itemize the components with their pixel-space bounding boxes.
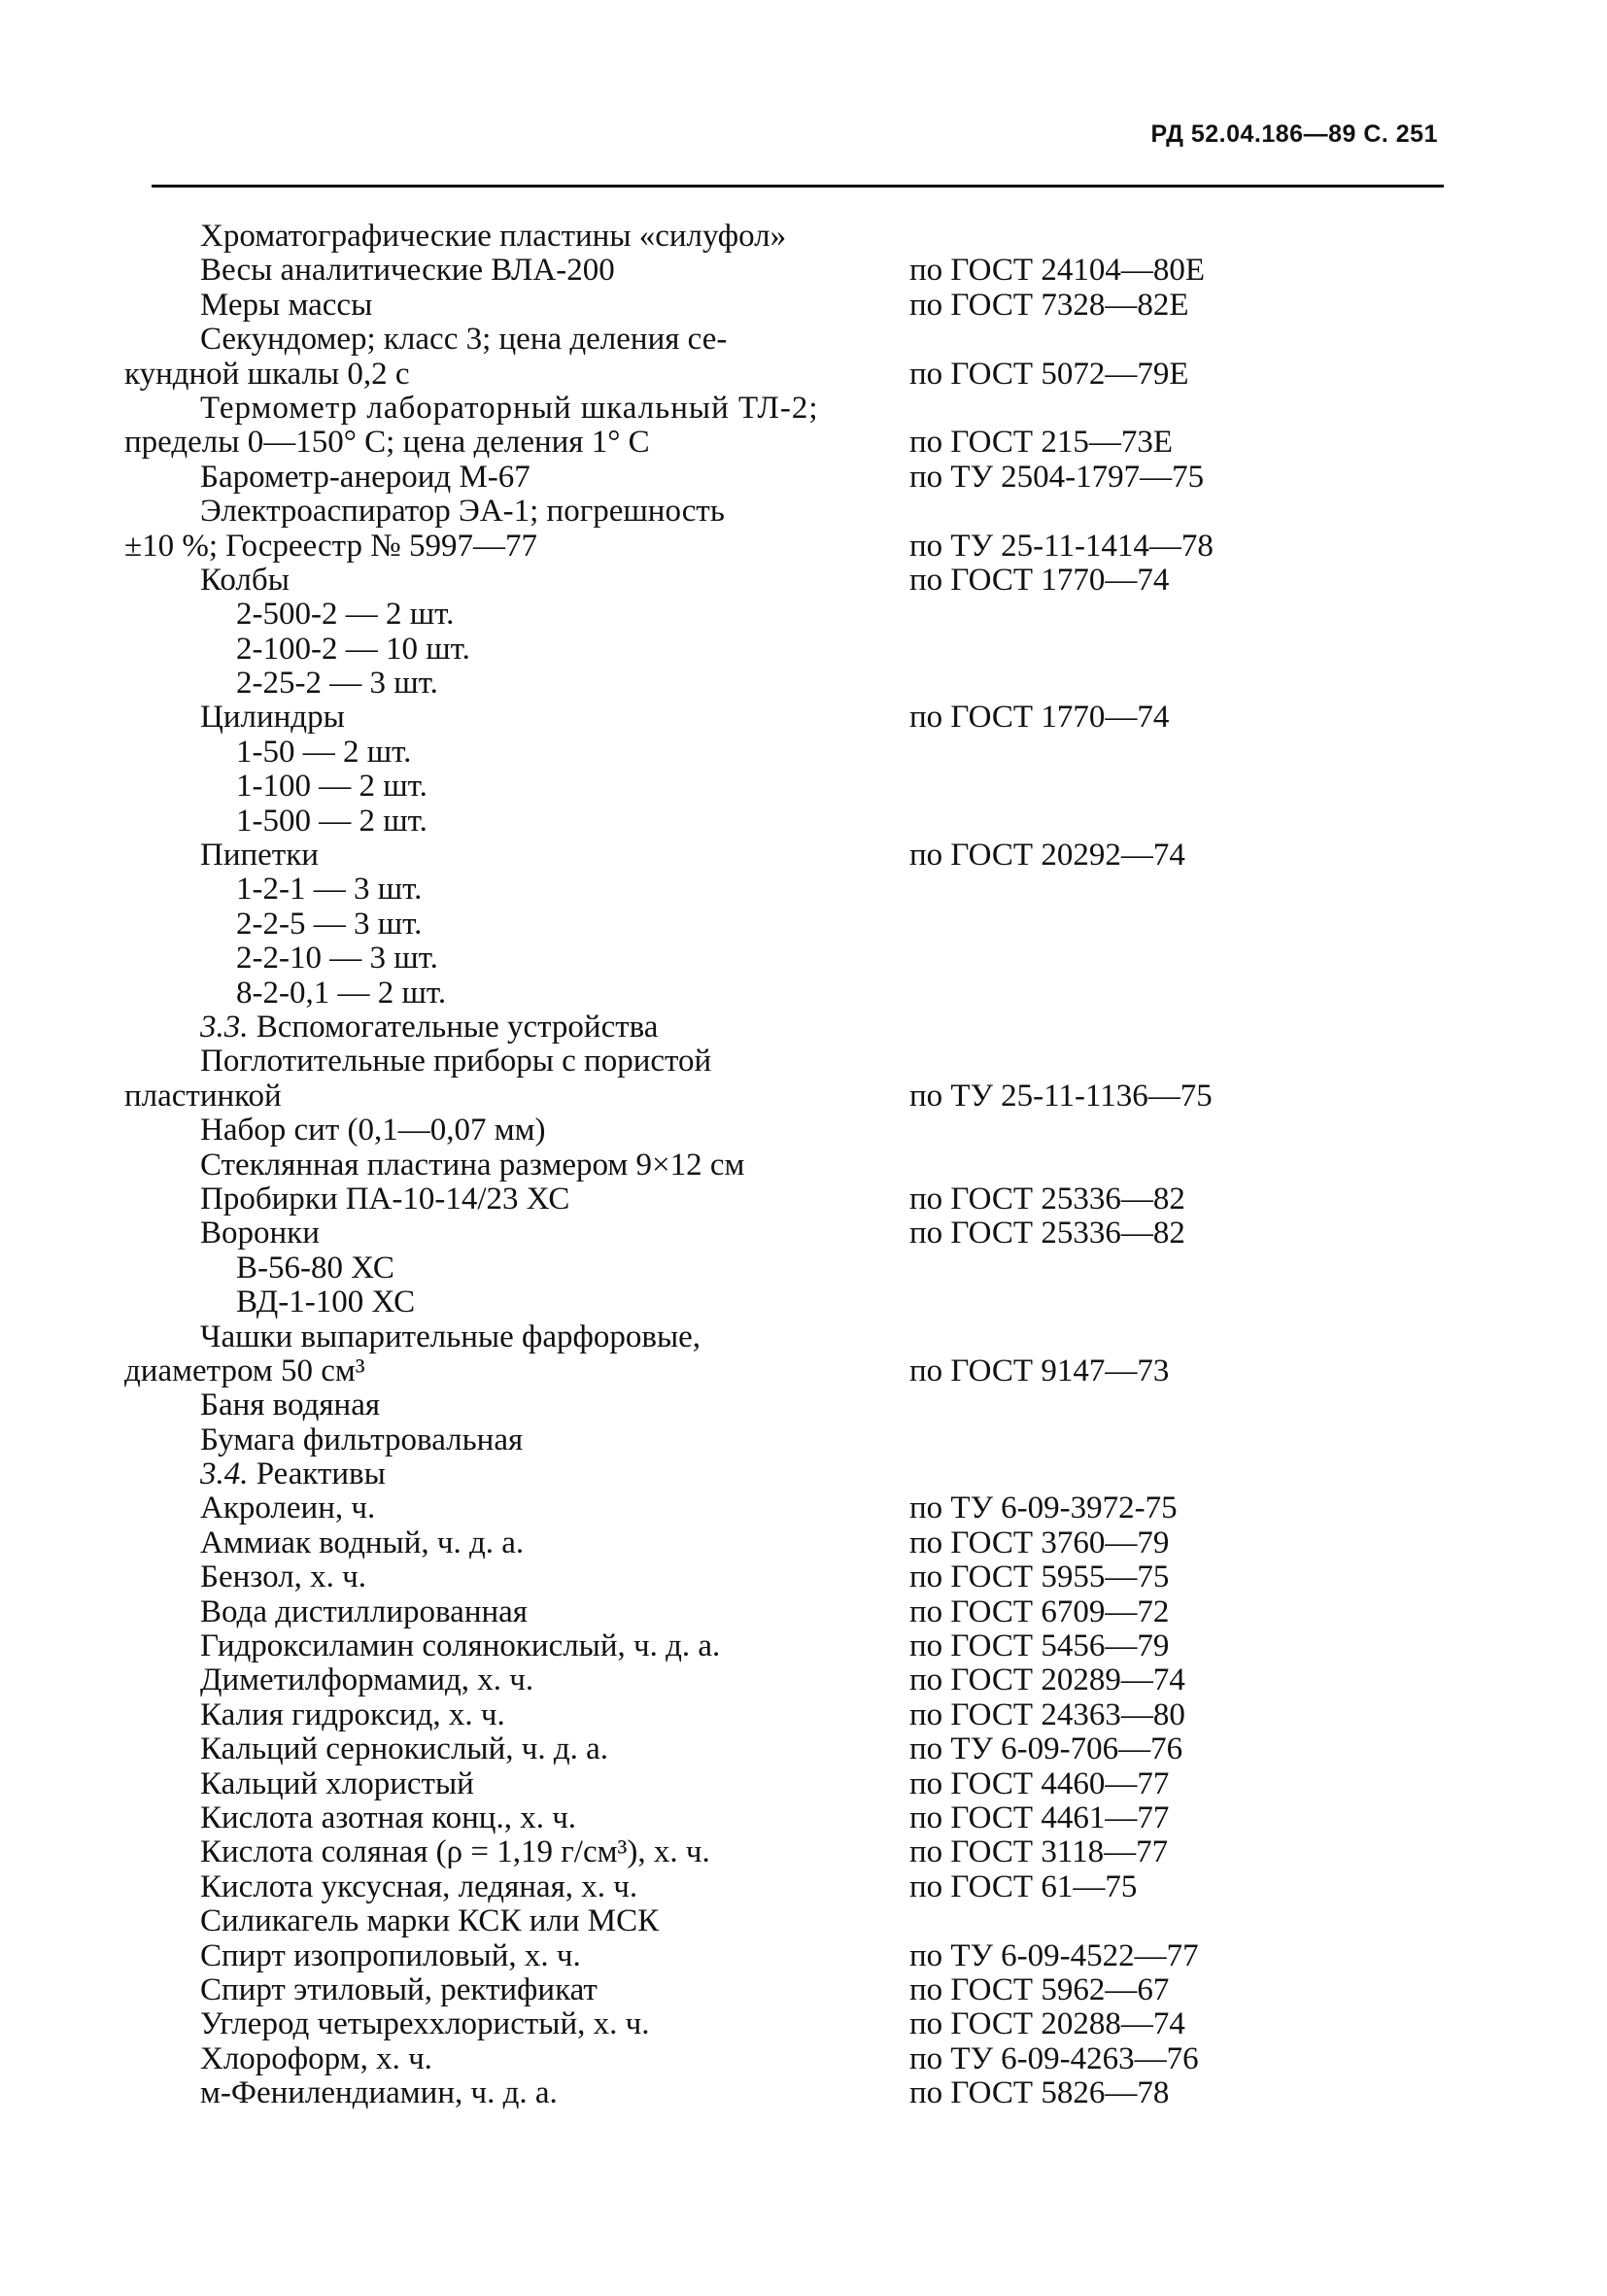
standard-reference: по ГОСТ 25336—82 [909,1181,1185,1217]
section-number: 3.4. [200,1456,249,1492]
document-line [124,220,1465,254]
document-line [124,254,1465,288]
line-text [200,1457,386,1491]
standard-reference: по ГОСТ 6709—72 [909,1593,1170,1629]
line-text: Акролеин, ч. [200,1491,376,1526]
line-text: Кислота соляная (ρ = 1,19 г/см³), х. ч. [200,1834,710,1870]
standard-reference: по ГОСТ 5456—79 [909,1628,1170,1664]
line-text: Электроаспиратор ЭА-1; погрешность [200,494,725,530]
line-text: кундной шкалы 0,2 с [124,356,410,392]
line-text: Кислота уксусная, ледяная, х. ч. [200,1868,638,1904]
line-text: Бумага фильтровальная [200,1422,524,1457]
document-line [124,1285,1465,1319]
standard-reference: по ГОСТ 7328—82Е [909,287,1189,323]
standard-reference: по ТУ 6-09-4522—77 [909,1937,1199,1973]
section-number: 3.3. [200,1009,249,1045]
document-line [124,1870,1465,1904]
line-text: Цилиндры [200,700,345,736]
document-line [124,392,1465,426]
document-line [124,977,1465,1011]
line-text: 1-500 — 2 шт. [236,803,427,839]
standard-reference: по ГОСТ 3760—79 [909,1525,1170,1560]
document-line [124,1595,1465,1629]
document-line [124,1732,1465,1766]
document-line [124,1148,1465,1182]
standard-reference: по ГОСТ 24363—80 [909,1696,1185,1732]
document-line [124,461,1465,495]
line-text: Весы аналитические ВЛА-200 [200,253,615,289]
document-line [124,2007,1465,2041]
line-text: ±10 %; Госреестр № 5997—77 [124,528,537,564]
document-line [124,289,1465,323]
line-text: Поглотительные приборы с пористой [200,1044,712,1079]
document-line [124,1217,1465,1251]
document-line [124,426,1465,460]
document-line [124,633,1465,667]
document-line [124,495,1465,529]
document-line [124,770,1465,804]
standard-reference: по ТУ 2504-1797—75 [909,459,1205,495]
line-text: 1-100 — 2 шт. [236,769,427,805]
standard-reference: по ГОСТ 9147—73 [909,1353,1170,1388]
standard-reference: по ГОСТ 3118—77 [909,1834,1169,1870]
line-text: 8-2-0,1 — 2 шт. [236,975,447,1011]
line-text: Спирт этиловый, ректификат [200,1971,598,2007]
section-title: Реактивы [248,1456,386,1492]
document-line [124,1939,1465,1973]
line-text: В-56-80 ХС [236,1250,394,1285]
document-line [124,805,1465,839]
line-text: ВД-1-100 ХС [236,1285,416,1320]
document-line [124,1011,1465,1045]
line-text: Стеклянная пластина размером 9×12 см [200,1147,745,1182]
line-text: Силикагель марки КСК или МСК [200,1903,660,1939]
line-text: Бензол, х. ч. [200,1559,366,1595]
standard-reference: по ТУ 6-09-4263—76 [909,2040,1199,2076]
line-text: Диметилформамид, х. ч. [200,1662,534,1698]
document-line [124,1423,1465,1457]
standard-reference: по ТУ 25-11-1136—75 [909,1078,1213,1114]
document-line [124,1801,1465,1835]
line-text: м-Фенилендиамин, ч. д. а. [200,2075,558,2111]
standard-reference: по ГОСТ 20292—74 [909,838,1185,874]
document-line [124,2042,1465,2076]
line-text: Калия гидроксид, х. ч. [200,1696,505,1732]
document-line [124,598,1465,632]
line-text [200,1011,658,1045]
line-text: Воронки [200,1216,320,1251]
line-text: Хроматографические пластины «силуфол» [200,219,787,254]
standard-reference: по ГОСТ 24104—80Е [909,253,1205,289]
document-line [124,1354,1465,1388]
document-line [124,1045,1465,1079]
standard-reference: по ГОСТ 1770—74 [909,562,1170,598]
standard-reference: по ГОСТ 25336—82 [909,1216,1185,1251]
standard-reference: по ГОСТ 215—73Е [909,425,1173,461]
document-line [124,1835,1465,1869]
standard-reference: по ГОСТ 4461—77 [909,1799,1170,1835]
document-line [124,1973,1465,2007]
document-line [124,323,1465,357]
line-text: Кальций сернокислый, ч. д. а. [200,1731,609,1767]
standard-reference: по ГОСТ 5072—79Е [909,356,1189,392]
document-line [124,1526,1465,1560]
line-text: Кальций хлористый [200,1765,474,1801]
document-body [124,220,1465,2110]
document-line [124,1904,1465,1938]
standard-reference: по ТУ 6-09-3972-75 [909,1491,1178,1526]
standard-reference: по ГОСТ 61—75 [909,1868,1138,1904]
line-text: Секундомер; класс 3; цена деления се- [200,322,728,358]
document-line [124,1767,1465,1801]
line-text: Набор сит (0,1—0,07 мм) [200,1113,546,1148]
document-line [124,667,1465,701]
line-text: пластинкой [124,1078,282,1114]
document-line [124,1251,1465,1285]
line-text: Вода дистиллированная [200,1593,528,1629]
standard-reference: по ГОСТ 5955—75 [909,1559,1170,1595]
document-line [124,1182,1465,1217]
line-text: диаметром 50 см³ [124,1353,365,1388]
line-text: Спирт изопропиловый, х. ч. [200,1937,581,1973]
line-text: Пробирки ПА-10-14/23 ХС [200,1181,570,1217]
line-text: 2-100-2 — 10 шт. [236,631,470,667]
document-line [124,736,1465,770]
document-line [124,1320,1465,1354]
document-line [124,701,1465,735]
document-line [124,1388,1465,1422]
document-line [124,1114,1465,1148]
line-text: Кислота азотная конц., х. ч. [200,1799,577,1835]
line-text: 2-2-5 — 3 шт. [236,906,423,942]
line-text: Колбы [200,562,290,598]
document-line [124,942,1465,976]
standard-reference: по ГОСТ 5826—78 [909,2075,1170,2111]
section-title: Вспомогательные устройства [248,1009,659,1045]
line-text: Хлороформ, х. ч. [200,2040,432,2076]
line-text: Термометр лабораторный шкальный ТЛ-2; [200,390,819,426]
document-line [124,1457,1465,1491]
standard-reference: по ТУ 25-11-1414—78 [909,528,1214,564]
standard-reference: по ГОСТ 20288—74 [909,2006,1185,2042]
document-line [124,873,1465,907]
line-text: 1-2-1 — 3 шт. [236,872,423,908]
line-text: 2-2-10 — 3 шт. [236,941,438,977]
document-line [124,1698,1465,1732]
document-line [124,358,1465,392]
standard-reference: по ГОСТ 20289—74 [909,1662,1185,1698]
line-text: Углерод четыреххлористый, х. ч. [200,2006,650,2042]
document-line [124,1491,1465,1525]
standard-reference: по ГОСТ 1770—74 [909,700,1170,736]
document-line [124,1560,1465,1594]
line-text: Меры массы [200,287,373,323]
document-line [124,1629,1465,1663]
line-text: пределы 0—150° С; цена деления 1° С [124,425,650,461]
standard-reference: по ГОСТ 4460—77 [909,1765,1170,1801]
header-rule [152,185,1444,188]
line-text: Аммиак водный, ч. д. а. [200,1525,525,1560]
document-line [124,908,1465,942]
line-text: 2-500-2 — 2 шт. [236,597,455,633]
line-text: Баня водяная [200,1388,381,1423]
document-line [124,2076,1465,2110]
document-line [124,530,1465,564]
line-text: 1-50 — 2 шт. [236,734,412,770]
document-line [124,1663,1465,1697]
line-text: 2-25-2 — 3 шт. [236,666,438,702]
standard-reference: по ТУ 6-09-706—76 [909,1731,1183,1767]
line-text: Пипетки [200,838,319,874]
line-text: Чашки выпарительные фарфоровые, [200,1319,701,1354]
document-line [124,564,1465,598]
document-line [124,839,1465,873]
document-line [124,1079,1465,1114]
line-text: Барометр-анероид М-67 [200,459,530,495]
standard-reference: по ГОСТ 5962—67 [909,1971,1170,2007]
page-header: РД 52.04.186—89 С. 251 [1150,120,1438,148]
line-text: Гидроксиламин солянокислый, ч. д. а. [200,1628,721,1664]
